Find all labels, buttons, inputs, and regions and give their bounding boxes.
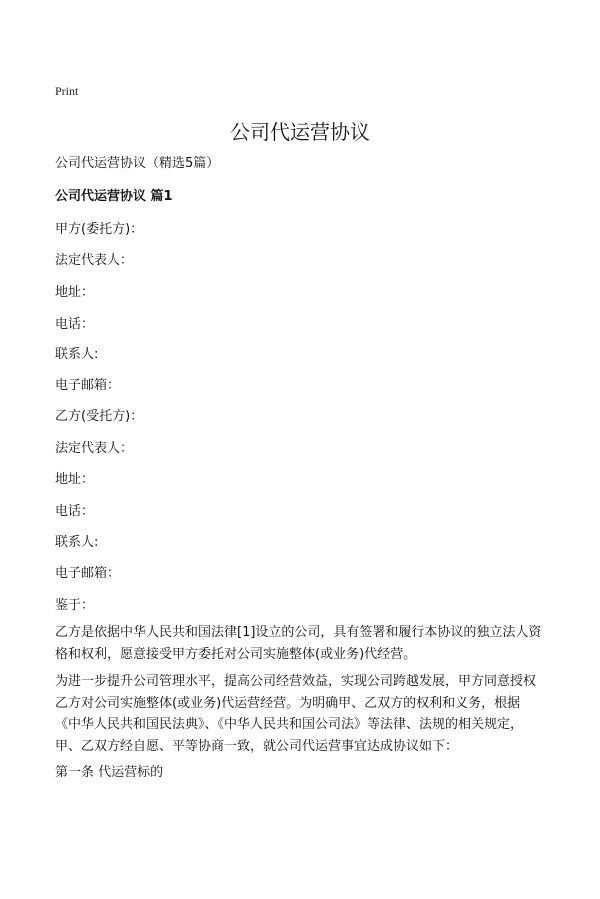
party-a-email: 电子邮箱：	[55, 378, 121, 393]
document-subtitle: 公司代运营协议（精选5篇）	[55, 156, 220, 171]
party-b-name: 乙方(受托方)：	[55, 409, 144, 424]
party-b-email: 电子邮箱：	[55, 566, 121, 581]
party-a-address: 地址：	[55, 285, 95, 300]
party-b-contact: 联系人:	[55, 535, 99, 550]
article-1-heading: 第一条 代运营标的	[55, 765, 164, 780]
party-a-phone: 电话：	[55, 317, 95, 332]
paragraph-1: 乙方是依据中华人民共和国法律[1]设立的公司，具有签署和履行本协议的独立法人资格和权利，愿意接受甲方委托对公司实施整体(或业务)代经营。	[55, 625, 542, 662]
party-b-rep: 法定代表人：	[55, 441, 134, 456]
party-a-name: 甲方(委托方)：	[55, 222, 144, 237]
party-a-contact: 联系人:	[55, 347, 99, 362]
document-title: 公司代运营协议	[230, 120, 370, 144]
paragraph-2: 为进一步提升公司管理水平，提高公司经营效益，实现公司跨越发展，甲方同意授权乙方对公司实施整体(或业务)代运营经营。为明确甲、乙双方的权利和义务，根据《中华人民共和国民法典》、《中华人民共和国公司法》等法律、法规的相关规定，甲、乙双方经自愿、平等协商一致，就公司代运营事宜达成协议如下：	[55, 674, 537, 754]
party-b-phone: 电话：	[55, 504, 95, 519]
whereas-label: 鉴于：	[55, 598, 95, 613]
party-b-address: 地址：	[55, 472, 95, 487]
party-a-rep: 法定代表人：	[55, 253, 134, 268]
section-heading: 公司代运营协议 篇1	[55, 189, 173, 204]
print-label[interactable]: Print	[55, 84, 79, 98]
